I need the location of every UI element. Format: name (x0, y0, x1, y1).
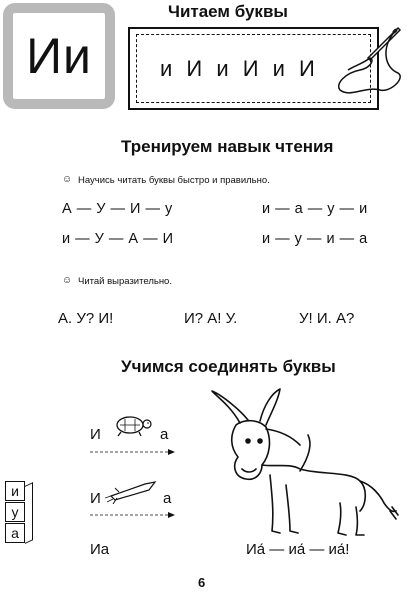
turtle-icon (108, 410, 156, 440)
expressive-group-2: И? А! У. (184, 310, 238, 327)
stack-cell-1: и (5, 481, 25, 501)
expressive-group-3: У! И. А? (299, 310, 355, 327)
section-title-reading-skill: Тренируем навык чтения (121, 137, 334, 156)
pair-2-from: И (90, 490, 101, 507)
section-title-join-letters: Учимся соединять буквы (121, 357, 336, 376)
needle-icon (310, 18, 410, 118)
reading-row-2-left: и — У — А — И (62, 231, 174, 247)
stack-cell-2: у (5, 502, 25, 522)
smiley-icon: ☺ (62, 275, 73, 286)
arrow-line-2 (90, 510, 180, 520)
reading-row-1-left: А — У — И — у (62, 201, 173, 217)
joined-word: Иа (90, 541, 110, 558)
pair-2-to: а (163, 490, 172, 507)
arrow-line-1 (90, 447, 180, 457)
instruction-read-expressive: Читай выразительно. (78, 276, 172, 287)
pair-1-from: И (90, 426, 101, 443)
reading-row-1-right: и — а — у — и (262, 201, 368, 217)
smiley-icon: ☺ (62, 174, 73, 185)
tracing-letters: и И и И и И (160, 56, 319, 81)
rocket-icon (105, 478, 161, 504)
reading-row-2-right: и — у — и — а (262, 231, 368, 247)
section-title-read-letters: Читаем буквы (168, 2, 288, 21)
instruction-read-fast: Научись читать буквы быстро и правильно. (78, 175, 270, 186)
page-number: 6 (198, 575, 206, 590)
pair-1-to: а (160, 426, 169, 443)
letter-card (3, 3, 115, 109)
donkey-illustration (200, 385, 400, 540)
expressive-group-1: А. У? И! (58, 310, 114, 327)
stack-side-face (25, 482, 33, 544)
letter-card-text: Ии (26, 28, 92, 84)
stack-cell-3: а (5, 523, 25, 543)
donkey-call: Иа́ — иа́ — иа́! (246, 541, 350, 558)
